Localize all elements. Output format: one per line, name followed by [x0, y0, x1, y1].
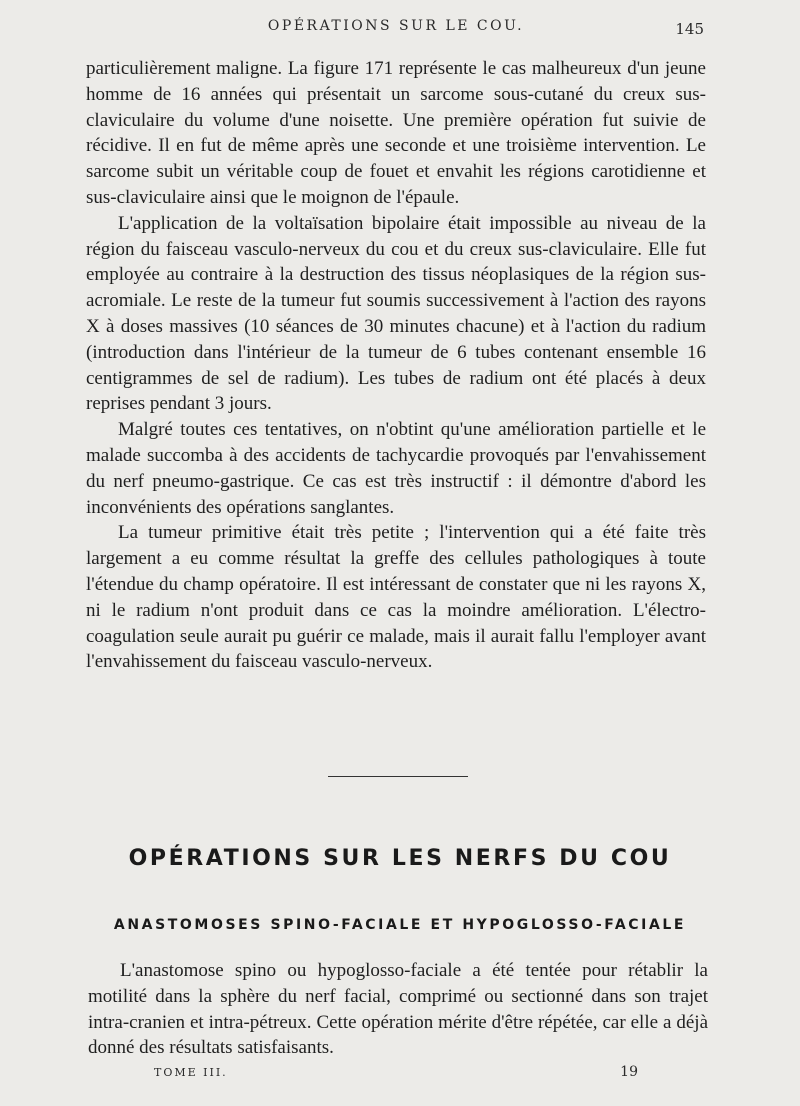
signature-mark: 19	[620, 1064, 638, 1080]
paragraph: L'anastomose spino ou hypoglosso-faciale a été tentée pour rétablir la motilité dans la sphère du nerf facial, comprimé ou sectionné dans son trajet intra-cranien et intra-pétreux. Cette opération mérite d'être répétée, car elle a déjà donné des résultats satisfaisants.	[88, 960, 708, 1059]
section-text	[88, 958, 708, 1061]
paragraph: Malgré toutes ces tentatives, on n'obtint qu'une amélioration partielle et le malade succomba à des accidents de tachycardie provoqués par l'envahissement du nerf pneumo-gastrique. Ce cas est très instructif : il démontre d'abord les inconvénients des opérations sanglantes.	[86, 419, 706, 518]
section-divider	[328, 776, 468, 777]
subsection-title: ANASTOMOSES SPINO-FACIALE ET HYPOGLOSSO-FACIALE	[113, 917, 687, 933]
paragraph: particulièrement maligne. La figure 171 représente le cas malheureux d'un jeune homme de 16 années qui présentait un sarcome sous-cutané du creux sus-claviculaire du volume d'une noisette. Une première opération fut suivie de récidive. Il en fut de même après une seconde et une troisième intervention. Le sarcome subit un véritable coup de fouet et envahit les régions carotidienne et sus-claviculaire ainsi que le moignon de l'épaule.	[86, 58, 706, 208]
running-head: OPÉRATIONS SUR LE COU.	[267, 18, 525, 34]
paragraph: L'application de la voltaïsation bipolaire était impossible au niveau de la région du faisceau vasculo-nerveux du cou et du creux sus-claviculaire. Elle fut employée au contraire à la destruction des tissus néoplasiques de la région sus-acromiale. Le reste de la tumeur fut soumis successivement à l'action des rayons X à doses massives (10 séances de 30 minutes chacune) et à l'action du radium (introduction dans l'intérieur de la tumeur de 6 tubes contenant ensemble 16 centigrammes de sel de radium). Les tubes de radium ont été placés à deux reprises pendant 3 jours.	[86, 212, 706, 415]
main-text	[86, 56, 706, 675]
section-title: OPÉRATIONS SUR LES NERFS DU COU	[128, 846, 672, 871]
paragraph: La tumeur primitive était très petite ; l'intervention qui a été faite très largement a eu comme résultat la greffe des cellules pathologiques à toute l'étendue du champ opératoire. Il est intéressant de constater que ni les rayons X, ni le radium n'ont produit dans ce cas la moindre amélioration. L'électro-coagulation seule aurait pu guérir ce malade, mais il aurait fallu l'employer avant l'envahissement du faisceau vasculo-nerveux.	[86, 522, 706, 673]
page-number: 145	[675, 20, 704, 38]
volume-label: TOME III.	[154, 1066, 228, 1079]
